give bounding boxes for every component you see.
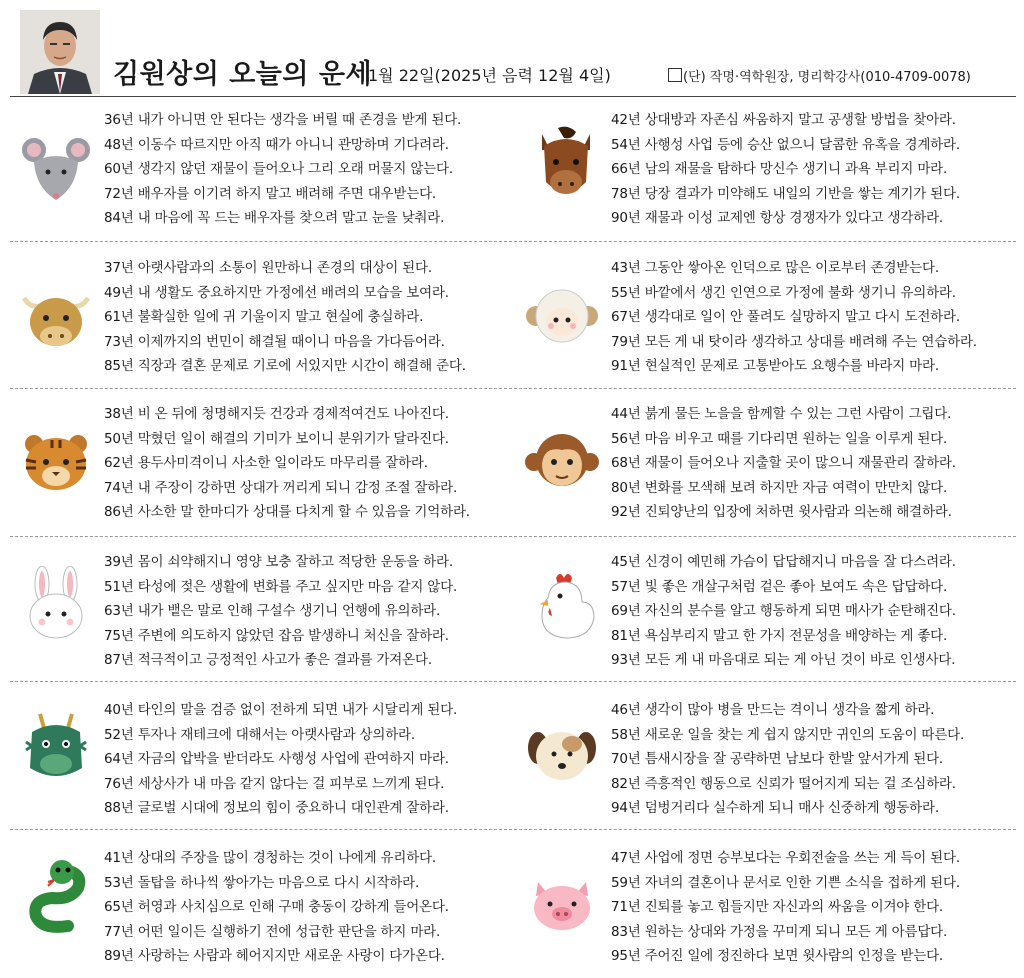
fortune-text: 욕심부리지 말고 한 가지 전문성을 배양하는 게 좋다. bbox=[640, 627, 948, 644]
dog-icon bbox=[524, 714, 600, 790]
author-credit: (단) 작명·역학원장, 명리학강사(010-4709-0078) bbox=[668, 66, 971, 85]
birth-year: 71년 bbox=[611, 899, 641, 916]
birth-year: 90년 bbox=[611, 210, 641, 227]
fortune-text: 이동수 따르지만 아직 때가 아니니 관망하며 기다려라. bbox=[133, 136, 449, 153]
monkey-icon bbox=[524, 424, 600, 500]
fortune-text: 모든 게 내 마음대로 되는 게 아닌 것이 바로 인생사다. bbox=[640, 652, 956, 669]
fortune-text: 돌탑을 하나씩 쌓아가는 마음으로 다시 시작하라. bbox=[133, 874, 420, 891]
fortune-line bbox=[104, 402, 470, 427]
fortune-line bbox=[104, 796, 457, 821]
birth-year: 69년 bbox=[611, 603, 641, 620]
rooster-icon bbox=[528, 568, 604, 644]
fortune-line bbox=[611, 256, 977, 281]
fortune-line bbox=[104, 550, 457, 575]
fortune-text: 내 주장이 강하면 상대가 꺼리게 되니 감정 조절 잘하라. bbox=[133, 479, 458, 496]
fortune-text: 자신의 분수를 알고 행동하게 되면 매사가 순탄해진다. bbox=[640, 603, 956, 620]
fortune-block-dragon bbox=[104, 698, 457, 821]
fortune-text: 그동안 쌓아온 인덕으로 많은 이로부터 존경받는다. bbox=[640, 260, 939, 276]
birth-year: 86년 bbox=[104, 504, 134, 521]
fortune-line bbox=[611, 157, 960, 182]
row-divider bbox=[10, 829, 1016, 830]
fortune-line bbox=[104, 108, 461, 133]
fortune-line bbox=[611, 599, 956, 624]
birth-year: 67년 bbox=[611, 309, 641, 326]
fortune-block-rat bbox=[104, 108, 461, 231]
fortune-text: 새로운 일을 찾는 게 쉽지 않지만 귀인의 도움이 따른다. bbox=[640, 726, 965, 743]
fortune-date: 1월 22일(2025년 음력 12월 4일) bbox=[368, 66, 611, 85]
fortune-line bbox=[104, 133, 461, 158]
fortune-line bbox=[611, 772, 964, 797]
birth-year: 75년 bbox=[104, 627, 134, 644]
header bbox=[0, 0, 1024, 96]
fortune-text: 내 마음에 꼭 드는 배우자를 찾으려 말고 눈을 낮춰라. bbox=[133, 210, 445, 227]
fortune-line bbox=[104, 846, 449, 871]
fortune-line bbox=[611, 723, 964, 748]
birth-year: 93년 bbox=[611, 652, 641, 669]
birth-year: 63년 bbox=[104, 603, 134, 620]
ox-icon bbox=[18, 280, 94, 356]
birth-year: 95년 bbox=[611, 948, 641, 965]
rabbit-icon bbox=[18, 566, 94, 642]
fortune-text: 어떤 일이든 실행하기 전에 성급한 판단을 하지 마라. bbox=[133, 923, 441, 940]
header-divider bbox=[10, 96, 1016, 97]
page-title: 김원상의 오늘의 운세 bbox=[113, 59, 373, 90]
birth-year: 44년 bbox=[611, 406, 641, 422]
fortune-line bbox=[611, 747, 964, 772]
fortune-line bbox=[611, 871, 960, 896]
fortune-text: 생각지 않던 재물이 들어오나 그리 오래 머물지 않는다. bbox=[133, 161, 453, 178]
fortune-text: 사랑하는 사람과 헤어지지만 새로운 사랑이 다가온다. bbox=[133, 948, 445, 965]
author-photo bbox=[20, 10, 100, 94]
fortune-line bbox=[611, 354, 977, 379]
fortune-block-horse bbox=[611, 108, 960, 231]
dragon-icon bbox=[18, 708, 94, 784]
horse-icon bbox=[528, 124, 604, 200]
fortune-line bbox=[104, 895, 449, 920]
fortune-text: 비 온 뒤에 청명해지듯 건강과 경제적여건도 나아진다. bbox=[133, 406, 449, 422]
birth-year: 76년 bbox=[104, 775, 134, 792]
birth-year: 80년 bbox=[611, 479, 641, 496]
fortune-text: 주변에 의도하지 않았던 잡음 발생하니 처신을 잘하라. bbox=[133, 627, 449, 644]
fortune-text: 아랫사람과의 소통이 원만하니 존경의 대상이 된다. bbox=[133, 260, 432, 276]
birth-year: 85년 bbox=[104, 358, 134, 375]
fortune-text: 적극적이고 긍정적인 사고가 좋은 결과를 가져온다. bbox=[133, 652, 432, 669]
fortune-text: 즉흥적인 행동으로 신뢰가 떨어지게 되는 걸 조심하라. bbox=[640, 775, 956, 792]
fortune-text: 몸이 쇠약해지니 영양 보충 잘하고 적당한 운동을 하라. bbox=[133, 554, 453, 570]
birth-year: 81년 bbox=[611, 627, 641, 644]
fortune-text: 막혔던 일이 해결의 기미가 보이니 분위기가 달라진다. bbox=[133, 430, 449, 447]
fortune-line bbox=[611, 402, 956, 427]
fortune-text: 주어진 일에 정진하다 보면 윗사람의 인정을 받는다. bbox=[640, 948, 944, 965]
fortune-line bbox=[611, 427, 956, 452]
fortune-block-pig bbox=[611, 846, 960, 969]
fortune-line bbox=[611, 846, 960, 871]
birth-year: 61년 bbox=[104, 309, 134, 326]
birth-year: 65년 bbox=[104, 899, 134, 916]
birth-year: 60년 bbox=[104, 161, 134, 178]
fortune-block-ox bbox=[104, 256, 466, 379]
birth-year: 56년 bbox=[611, 430, 641, 447]
fortune-text: 신경이 예민해 가슴이 답답해지니 마음을 잘 다스려라. bbox=[640, 554, 956, 570]
fortune-line bbox=[611, 500, 956, 525]
fortune-block-snake bbox=[104, 846, 449, 969]
fortune-text: 원하는 상대와 가정을 꾸미게 되니 모든 게 아름답다. bbox=[640, 923, 948, 940]
birth-year: 40년 bbox=[104, 702, 134, 718]
tiger-icon bbox=[18, 424, 94, 500]
birth-year: 79년 bbox=[611, 333, 641, 350]
row-divider bbox=[10, 388, 1016, 389]
fortune-line bbox=[611, 648, 956, 673]
fortune-text: 재물과 이성 교제엔 항상 경쟁자가 있다고 생각하라. bbox=[640, 210, 944, 227]
birth-year: 64년 bbox=[104, 751, 134, 768]
fortune-line bbox=[104, 871, 449, 896]
fortune-line bbox=[104, 427, 470, 452]
fortune-line bbox=[104, 305, 466, 330]
fortune-line bbox=[104, 920, 449, 945]
fortune-text: 상대방과 자존심 싸움하지 말고 공생할 방법을 찾아라. bbox=[640, 112, 956, 128]
fortune-text: 빛 좋은 개살구처럼 겉은 좋아 보여도 속은 답답하다. bbox=[640, 578, 948, 595]
row-divider bbox=[10, 681, 1016, 682]
fortune-line bbox=[104, 500, 470, 525]
fortune-line bbox=[104, 772, 457, 797]
birth-year: 54년 bbox=[611, 136, 641, 153]
birth-year: 42년 bbox=[611, 112, 641, 128]
fortune-line bbox=[104, 330, 466, 355]
fortune-text: 타인의 말을 검증 없이 전하게 되면 내가 시달리게 된다. bbox=[133, 702, 458, 718]
birth-year: 70년 bbox=[611, 751, 641, 768]
fortune-line bbox=[611, 575, 956, 600]
fortune-text: 당장 결과가 미약해도 내일의 기반을 쌓는 계기가 된다. bbox=[640, 185, 960, 202]
birth-year: 59년 bbox=[611, 874, 641, 891]
fortune-text: 진퇴를 놓고 힘들지만 자신과의 싸움을 이겨야 한다. bbox=[640, 899, 944, 916]
birth-year: 57년 bbox=[611, 578, 641, 595]
fortune-text: 배우자를 이기려 하지 말고 배려해 주면 대우받는다. bbox=[133, 185, 437, 202]
fortune-line bbox=[104, 476, 470, 501]
fortune-text: 붉게 물든 노을을 함께할 수 있는 그런 사람이 그립다. bbox=[640, 406, 952, 422]
birth-year: 38년 bbox=[104, 406, 134, 422]
birth-year: 87년 bbox=[104, 652, 134, 669]
fortune-text: 진퇴양난의 입장에 처하면 윗사람과 의논해 해결하라. bbox=[640, 504, 952, 521]
fortune-text: 내가 뱉은 말로 인해 구설수 생기니 언행에 유의하라. bbox=[133, 603, 441, 620]
fortune-text: 모든 게 내 탓이라 생각하고 상대를 배려해 주는 연습하라. bbox=[640, 333, 977, 350]
birth-year: 84년 bbox=[104, 210, 134, 227]
rat-icon bbox=[18, 128, 94, 204]
fortune-line bbox=[104, 182, 461, 207]
fortune-line bbox=[104, 206, 461, 231]
birth-year: 53년 bbox=[104, 874, 134, 891]
birth-year: 62년 bbox=[104, 455, 134, 472]
fortune-text: 사행성 사업 등에 승산 없으니 달콤한 유혹을 경계하라. bbox=[640, 136, 960, 153]
birth-year: 46년 bbox=[611, 702, 641, 718]
birth-year: 82년 bbox=[611, 775, 641, 792]
fortune-text: 생각대로 일이 안 풀려도 실망하지 말고 다시 도전하라. bbox=[640, 309, 960, 326]
fortune-text: 불확실한 일에 귀 기울이지 말고 현실에 충실하라. bbox=[133, 309, 424, 326]
birth-year: 91년 bbox=[611, 358, 641, 375]
fortune-block-rabbit bbox=[104, 550, 457, 673]
birth-year: 72년 bbox=[104, 185, 134, 202]
row-divider bbox=[10, 536, 1016, 537]
fortune-text: 내가 아니면 안 된다는 생각을 버릴 때 존경을 받게 된다. bbox=[133, 112, 462, 128]
snake-icon bbox=[18, 858, 94, 934]
fortune-text: 용두사미격이니 사소한 일이라도 마무리를 잘하라. bbox=[133, 455, 428, 472]
fortune-line bbox=[611, 796, 964, 821]
fortune-line bbox=[104, 157, 461, 182]
fortune-block-sheep bbox=[611, 256, 977, 379]
fortune-line bbox=[104, 624, 457, 649]
fortune-text: 세상사가 내 마음 같지 않다는 걸 피부로 느끼게 된다. bbox=[133, 775, 445, 792]
sheep-icon bbox=[524, 278, 600, 354]
fortune-text: 상대의 주장을 많이 경청하는 것이 나에게 유리하다. bbox=[133, 850, 437, 866]
fortune-text: 투자나 재테크에 대해서는 아랫사람과 상의하라. bbox=[133, 726, 415, 743]
birth-year: 50년 bbox=[104, 430, 134, 447]
fortune-text: 사업에 정면 승부보다는 우회전술을 쓰는 게 득이 된다. bbox=[640, 850, 960, 866]
fortune-line bbox=[104, 281, 466, 306]
birth-year: 39년 bbox=[104, 554, 134, 570]
fortune-line bbox=[611, 108, 960, 133]
fortune-block-dog bbox=[611, 698, 964, 821]
fortune-line bbox=[611, 451, 956, 476]
birth-year: 55년 bbox=[611, 284, 641, 301]
fortune-text: 재물이 들어오나 지출할 곳이 많으니 재물관리 잘하라. bbox=[640, 455, 956, 472]
fortune-line bbox=[611, 920, 960, 945]
fortune-line bbox=[611, 624, 956, 649]
fortune-line bbox=[611, 133, 960, 158]
birth-year: 43년 bbox=[611, 260, 641, 276]
fortune-line bbox=[611, 698, 964, 723]
fortune-line bbox=[611, 944, 960, 969]
fortune-line bbox=[611, 281, 977, 306]
fortune-text: 남의 재물을 탐하다 망신수 생기니 과욕 부리지 마라. bbox=[640, 161, 948, 178]
fortune-text: 바깥에서 생긴 인연으로 가정에 불화 생기니 유의하라. bbox=[640, 284, 956, 301]
fortune-line bbox=[104, 747, 457, 772]
fortune-block-rooster bbox=[611, 550, 956, 673]
birth-year: 66년 bbox=[611, 161, 641, 178]
fortune-line bbox=[104, 354, 466, 379]
fortune-block-monkey bbox=[611, 402, 956, 525]
birth-year: 92년 bbox=[611, 504, 641, 521]
birth-year: 77년 bbox=[104, 923, 134, 940]
birth-year: 74년 bbox=[104, 479, 134, 496]
fortune-line bbox=[104, 723, 457, 748]
fortune-line bbox=[104, 599, 457, 624]
fortune-text: 내 생활도 중요하지만 가정에선 배려의 모습을 보여라. bbox=[133, 284, 449, 301]
birth-year: 47년 bbox=[611, 850, 641, 866]
birth-year: 89년 bbox=[104, 948, 134, 965]
fortune-text: 틈새시장을 잘 공략하면 남보다 한발 앞서가게 된다. bbox=[640, 751, 944, 768]
birth-year: 73년 bbox=[104, 333, 134, 350]
fortune-line bbox=[104, 451, 470, 476]
fortune-line bbox=[104, 944, 449, 969]
birth-year: 36년 bbox=[104, 112, 134, 128]
birth-year: 49년 bbox=[104, 284, 134, 301]
fortune-text: 변화를 모색해 보려 하지만 자금 여력이 만만치 않다. bbox=[640, 479, 948, 496]
fortune-line bbox=[104, 648, 457, 673]
fortune-line bbox=[104, 256, 466, 281]
fortune-text: 현실적인 문제로 고통받아도 요행수를 바라지 마라. bbox=[640, 358, 939, 375]
fortune-text: 타성에 젖은 생활에 변화를 주고 싶지만 마음 같지 않다. bbox=[133, 578, 458, 595]
fortune-line bbox=[104, 575, 457, 600]
fortune-line bbox=[611, 330, 977, 355]
birth-year: 52년 bbox=[104, 726, 134, 743]
birth-year: 88년 bbox=[104, 800, 134, 817]
fortune-text: 자녀의 결혼이나 문서로 인한 기쁜 소식을 접하게 된다. bbox=[640, 874, 960, 891]
birth-year: 68년 bbox=[611, 455, 641, 472]
fortune-text: 생각이 많아 병을 만드는 격이니 생각을 짧게 하라. bbox=[640, 702, 935, 718]
birth-year: 78년 bbox=[611, 185, 641, 202]
birth-year: 37년 bbox=[104, 260, 134, 276]
fortune-line bbox=[104, 698, 457, 723]
author-name-icon bbox=[668, 68, 682, 82]
fortune-text: 직장과 결혼 문제로 기로에 서있지만 시간이 해결해 준다. bbox=[133, 358, 466, 375]
row-divider bbox=[10, 241, 1016, 242]
birth-year: 58년 bbox=[611, 726, 641, 743]
pig-icon bbox=[524, 866, 600, 942]
fortune-block-tiger bbox=[104, 402, 470, 525]
birth-year: 51년 bbox=[104, 578, 134, 595]
fortune-line bbox=[611, 476, 956, 501]
fortune-line bbox=[611, 206, 960, 231]
birth-year: 45년 bbox=[611, 554, 641, 570]
birth-year: 41년 bbox=[104, 850, 134, 866]
fortune-text: 사소한 말 한마디가 상대를 다치게 할 수 있음을 기억하라. bbox=[133, 504, 470, 521]
fortune-text: 글로벌 시대에 정보의 힘이 중요하니 대인관계 잘하라. bbox=[133, 800, 449, 817]
birth-year: 94년 bbox=[611, 800, 641, 817]
fortune-text: 덤벙거리다 실수하게 되니 매사 신중하게 행동하라. bbox=[640, 800, 939, 817]
fortune-text: 자금의 압박을 받더라도 사행성 사업에 관여하지 마라. bbox=[133, 751, 449, 768]
fortune-text: 마음 비우고 때를 기다리면 원하는 일을 이루게 된다. bbox=[640, 430, 948, 447]
birth-year: 83년 bbox=[611, 923, 641, 940]
fortune-line bbox=[611, 895, 960, 920]
fortune-text: 이제까지의 번민이 해결될 때이니 마음을 가다듬어라. bbox=[133, 333, 445, 350]
fortune-line bbox=[611, 182, 960, 207]
fortune-line bbox=[611, 550, 956, 575]
birth-year: 48년 bbox=[104, 136, 134, 153]
fortune-line bbox=[611, 305, 977, 330]
fortune-text: 허영과 사치심으로 인해 구매 충동이 강하게 들어온다. bbox=[133, 899, 449, 916]
